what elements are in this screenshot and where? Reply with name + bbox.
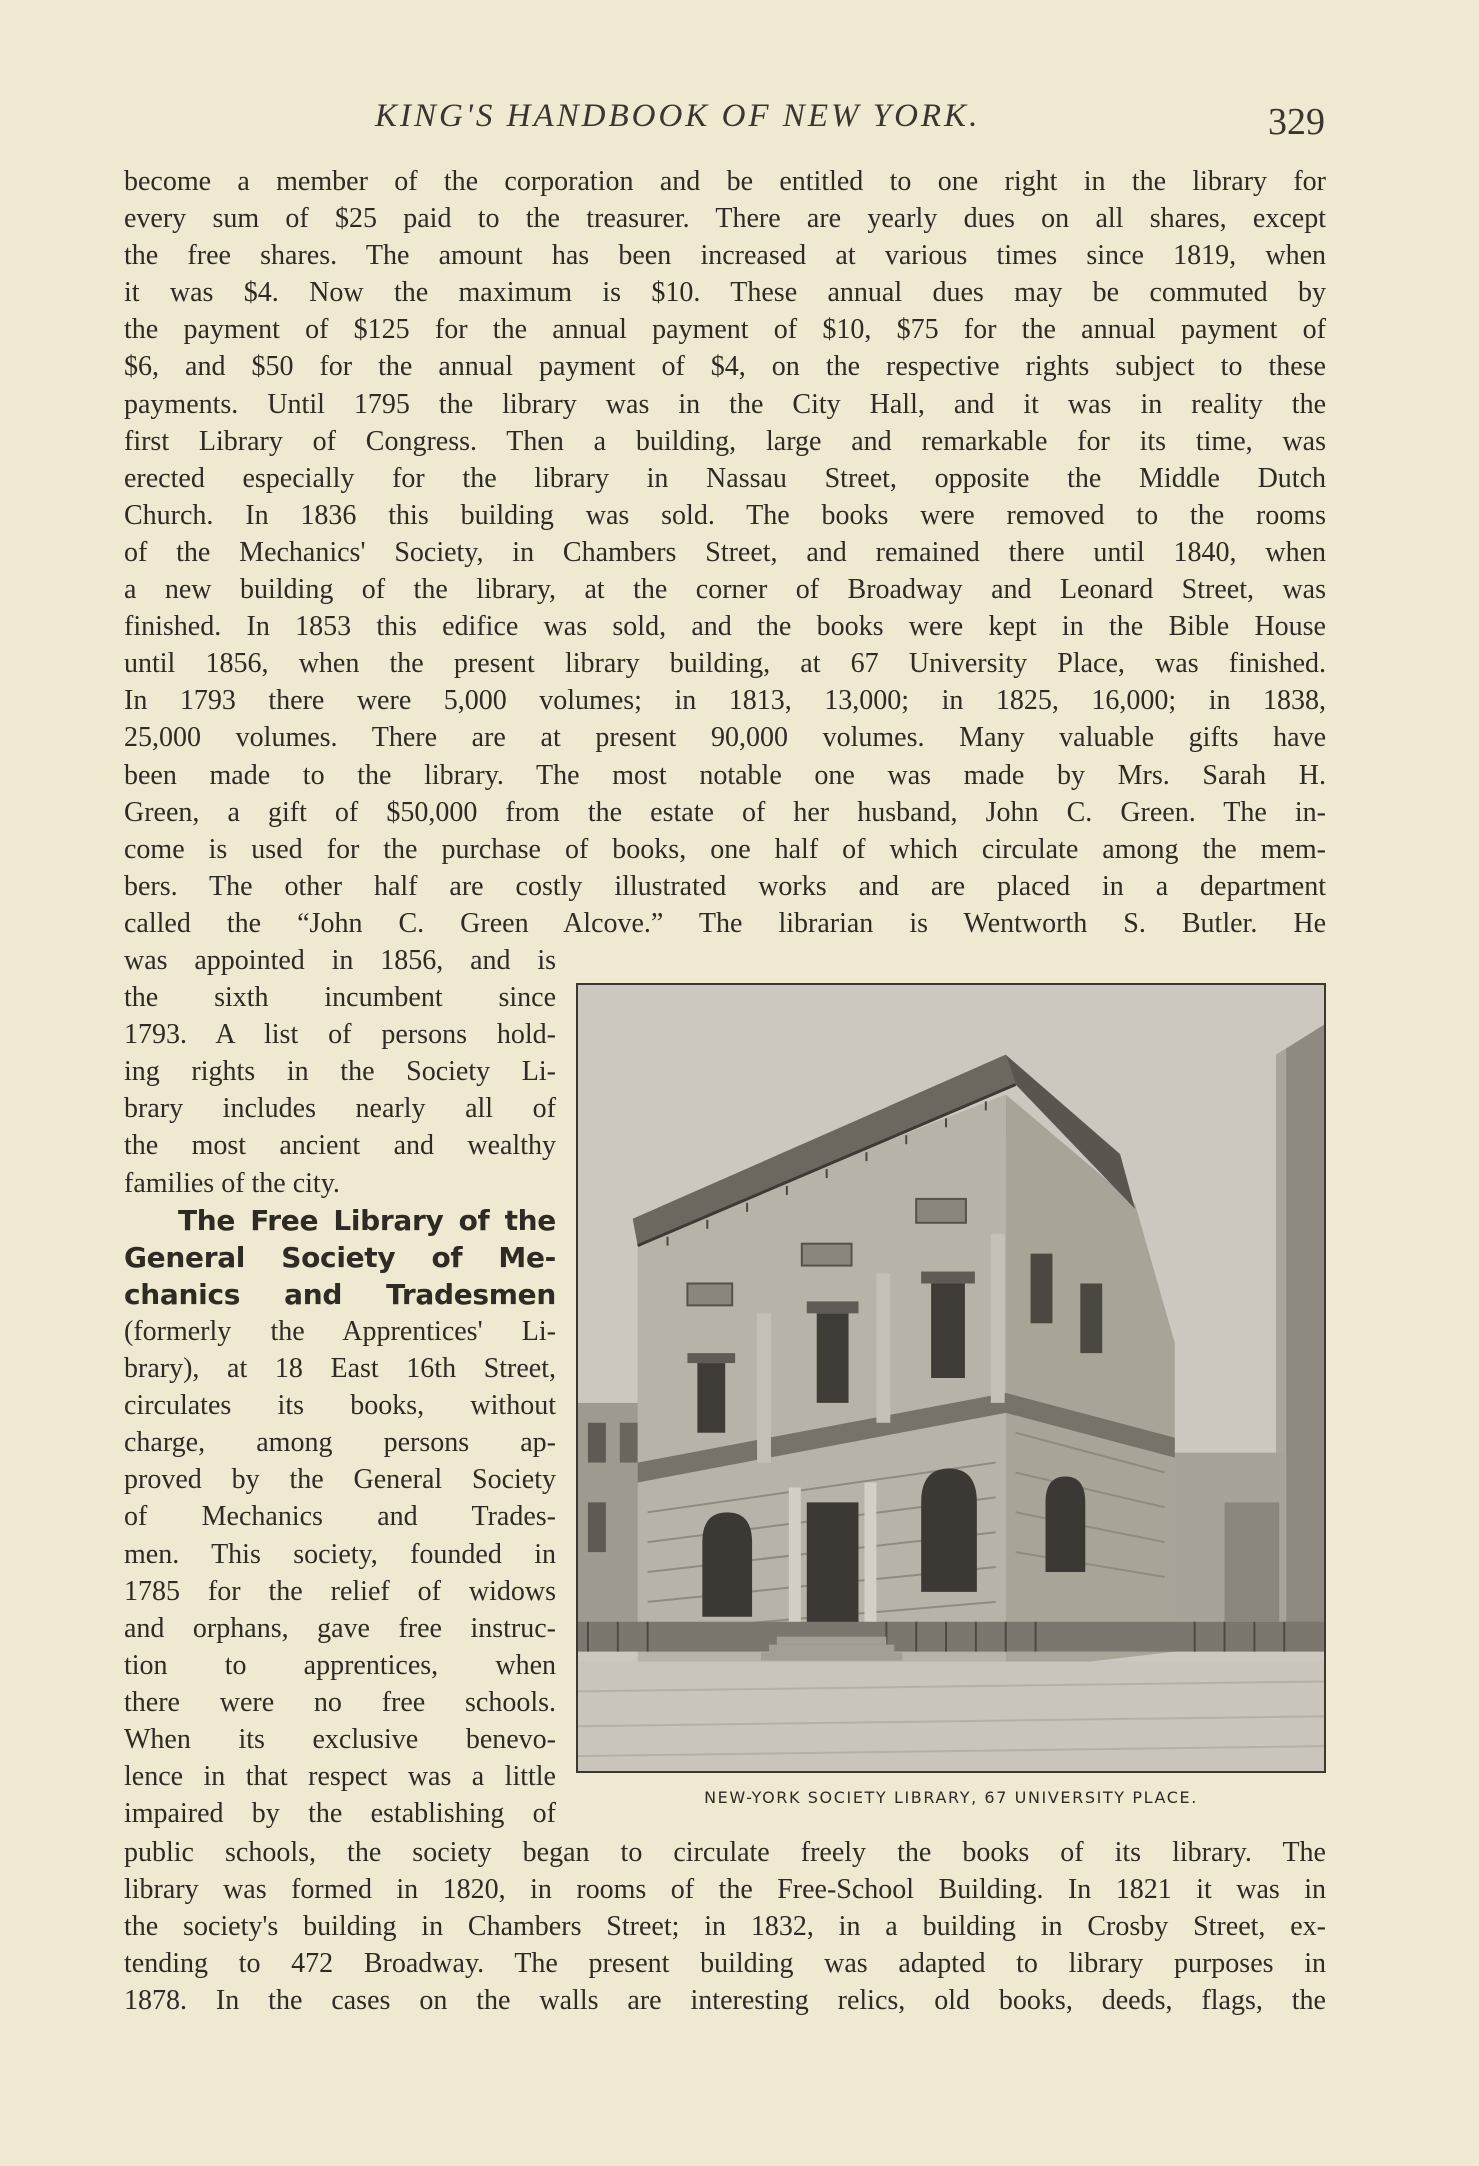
text-line: brary includes nearly all of xyxy=(124,1093,556,1125)
text-line: every sum of $25 paid to the treasurer. There are yearly dues on all shares, except xyxy=(124,203,1326,235)
text-line: proved by the General Society xyxy=(124,1464,556,1496)
section-heading-line: chanics and Tradesmen xyxy=(124,1277,556,1311)
text-line: In 1793 there were 5,000 volumes; in 1813, 13,000; in 1825, 16,000; in 1838, xyxy=(124,685,1326,717)
text-line: 1793. A list of persons hold- xyxy=(124,1019,556,1051)
text-line: payments. Until 1795 the library was in the City Hall, and it was in reality the xyxy=(124,388,1326,420)
text-line: 1878. In the cases on the walls are interesting relics, old books, deeds, flags, the xyxy=(124,1985,1326,2017)
figure-caption: NEW-YORK SOCIETY LIBRARY, 67 UNIVERSITY PLACE. xyxy=(704,1788,1198,1807)
text-line: public schools, the society began to circulate freely the books of its library. The xyxy=(124,1837,1326,1868)
text-line: Green, a gift of $50,000 from the estate of her husband, John C. Green. The in- xyxy=(124,796,1326,828)
text-line: the payment of $125 for the annual payment of $10, $75 for the annual payment of xyxy=(124,314,1326,346)
section-heading-line: General Society of Me- xyxy=(124,1240,556,1274)
text-line: tending to 472 Broadway. The present building was adapted to library purposes in xyxy=(124,1948,1326,1980)
text-line: ing rights in the Society Li- xyxy=(124,1056,556,1088)
section-heading-line: The Free Library of the xyxy=(178,1203,556,1237)
text-line: lence in that respect was a little xyxy=(124,1761,556,1793)
left-column xyxy=(124,942,556,1832)
running-head-title: KING'S HANDBOOK OF NEW YORK. xyxy=(375,98,981,134)
text-line: was appointed in 1856, and is xyxy=(124,945,556,976)
text-line: finished. In 1853 this edifice was sold, and the books were kept in the Bible House xyxy=(124,611,1326,643)
text-line: it was $4. Now the maximum is $10. These annual dues may be commuted by xyxy=(124,277,1326,309)
text-line: a new building of the library, at the corner of Broadway and Leonard Street, was xyxy=(124,574,1326,606)
text-line: 25,000 volumes. There are at present 90,000 volumes. Many valuable gifts have xyxy=(124,722,1326,754)
top-paragraph xyxy=(124,163,1326,942)
text-line: $6, and $50 for the annual payment of $4, on the respective rights subject to these xyxy=(124,351,1326,383)
text-line: 1785 for the relief of widows xyxy=(124,1575,556,1607)
text-line: of the Mechanics' Society, in Chambers Street, and remained there until 1840, when xyxy=(124,536,1326,568)
text-line: families of the city. xyxy=(124,1167,340,1199)
text-line: there were no free schools. xyxy=(124,1686,556,1718)
library-building-illustration xyxy=(576,983,1326,1773)
text-line: come is used for the purchase of books, one half of which circulate among the mem- xyxy=(124,833,1326,865)
text-line: bers. The other half are costly illustrated works and are placed in a department xyxy=(124,870,1326,902)
page-number: 329 xyxy=(1268,101,1325,143)
building-engraving xyxy=(578,985,1324,1771)
text-line: brary), at 18 East 16th Street, xyxy=(124,1353,556,1385)
text-line: the free shares. The amount has been increased at various times since 1819, when xyxy=(124,240,1326,272)
text-line: erected especially for the library in Nassau Street, opposite the Middle Dutch xyxy=(124,462,1326,494)
text-line: and orphans, gave free instruc- xyxy=(124,1612,556,1644)
text-line: of Mechanics and Trades- xyxy=(124,1501,556,1533)
text-line: become a member of the corporation and be entitled to one right in the library for xyxy=(124,166,1326,197)
text-line: until 1856, when the present library building, at 67 University Place, was finished. xyxy=(124,648,1326,680)
text-line: been made to the library. The most notable one was made by Mrs. Sarah H. xyxy=(124,759,1326,791)
text-line: called the “John C. Green Alcove.” The librarian is Wentworth S. Butler. He xyxy=(124,907,1326,939)
text-line: men. This society, founded in xyxy=(124,1538,556,1570)
text-line: library was formed in 1820, in rooms of the Free-School Building. In 1821 it was in xyxy=(124,1874,1326,1906)
text-line: When its exclusive benevo- xyxy=(124,1723,556,1755)
text-line: first Library of Congress. Then a building, large and remarkable for its time, was xyxy=(124,425,1326,457)
text-line: impaired by the establishing of xyxy=(124,1798,556,1830)
text-line: the society's building in Chambers Street; in 1832, in a building in Crosby Street, ex- xyxy=(124,1911,1326,1943)
bottom-paragraph xyxy=(124,1834,1326,2019)
text-line: charge, among persons ap- xyxy=(124,1427,556,1459)
text-line: circulates its books, without xyxy=(124,1390,556,1422)
text-line: tion to apprentices, when xyxy=(124,1649,556,1681)
text-line: the sixth incumbent since xyxy=(124,982,556,1014)
text-line: Church. In 1836 this building was sold. The books were removed to the rooms xyxy=(124,499,1326,531)
text-line: (formerly the Apprentices' Li- xyxy=(124,1315,556,1347)
text-line: the most ancient and wealthy xyxy=(124,1130,556,1162)
